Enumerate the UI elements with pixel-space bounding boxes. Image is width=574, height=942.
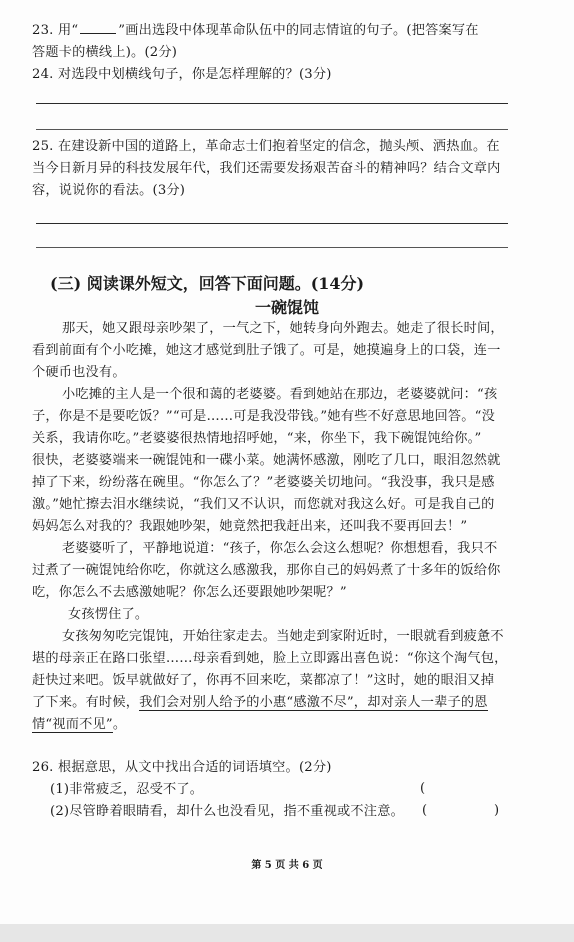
story-line (32, 692, 544, 714)
story-line: 赶快过来吧。饭早就做好了，你再不回来吃，菜都凉了！”这时，她的眼泪又掉 (32, 673, 495, 688)
q23-line-2: 答题卡的横线上)。(2分) (32, 45, 178, 60)
story-line: 女孩愣住了。 (68, 607, 149, 622)
answer-line (36, 103, 508, 104)
q23-prefix: 23. 用“ (32, 23, 79, 38)
q25-line-3: 容，说说你的看法。(3分) (32, 183, 186, 198)
answer-line (36, 223, 508, 224)
story-line: 个硬币也没有。 (32, 365, 126, 380)
q26-stem: 26. 根据意思，从文中找出合适的词语填空。(2分) (32, 760, 332, 775)
q25-line-2: 当今日新月异的科技发展年代，我们还需要发扬艰苦奋斗的精神吗？结合文章内 (32, 161, 501, 176)
story-line: 女孩匆匆吃完馄饨，开始往家走去。当她走到家附近时，一眼就看到疲惫不 (62, 629, 504, 644)
q26-item-2: (2)尽管睁着眼睛看，却什么也没看见，指不重视或不注意。 (50, 804, 404, 819)
story-line: 关系，我请你吃。”老婆婆很热情地招呼她，“来，你坐下，我下碗馄饨给你。” (32, 431, 482, 446)
underlined-sentence: 情“视而不见” (32, 717, 113, 732)
answer-line (36, 129, 508, 130)
story-line (32, 714, 544, 736)
story-text: 。 (112, 717, 127, 732)
q25-line-1: 25. 在建设新中国的道路上，革命志士们抱着坚定的信念，抛头颅、洒热血。在 (32, 139, 500, 154)
answer-bracket-open: ( (420, 781, 426, 796)
q23-text: ”画出选段中体现革命队伍中的同志情谊的句子。(把答案写在 (118, 23, 479, 38)
section-heading: (三) 阅读课外短文，回答下面问题。(14分) (50, 274, 365, 293)
story-line: 很快，老婆婆端来一碗馄饨和一碟小菜。她满怀感激，刚吃了几口，眼泪忽然就 (32, 453, 501, 468)
story-line: 吃，你怎么不去感激她呢？你怎么还要跟她吵架呢？” (32, 585, 347, 600)
answer-bracket-open: ( (422, 803, 428, 818)
underlined-sentence: 我们会对别人给予的小惠“感激不尽”，却对亲人一辈子的恩 (139, 695, 488, 710)
story-line: 子，你是不是要吃饭？”“可是……可是我没带钱。”她有些不好意思地回答。“没 (32, 409, 495, 424)
answer-bracket-close: ) (494, 803, 500, 818)
story-line: 那天，她又跟母亲吵架了，一气之下，她转身向外跑去。她走了很长时间， (62, 321, 504, 336)
bottom-strip (0, 924, 574, 942)
story-line: 妈妈怎么对我的？我跟她吵架，她竟然把我赶出来，还叫我不要再回去！” (32, 519, 468, 534)
story-line: 掉了下来，纷纷落在碗里。“你怎么了？”老婆婆关切地问。“我没事，我只是感 (32, 475, 495, 490)
answer-line (36, 247, 508, 248)
q24-text: 24. 对选段中划横线句子，你是怎样理解的？(3分) (32, 67, 332, 82)
q26-item-1: (1)非常疲乏，忍受不了。 (50, 782, 204, 797)
story-title: 一碗馄饨 (254, 298, 319, 317)
story-line: 堪的母亲正在路口张望……母亲看到她，脸上立即露出喜色说：“你这个淘气包， (32, 651, 508, 666)
story-line: 激。”她忙擦去泪水继续说，“我们又不认识，而您就对我这么好。可是我自己的 (32, 497, 495, 512)
q23-line-1 (32, 20, 544, 42)
story-line: 过煮了一碗馄饨给你吃，你就这么感激我，那你自己的妈妈煮了十多年的饭给你 (32, 563, 501, 578)
story-line: 看到前面有个小吃摊，她这才感觉到肚子饿了。可是，她摸遍身上的口袋，连一 (32, 343, 501, 358)
story-line: 小吃摊的主人是一个很和蔼的老婆婆。看到她站在那边，老婆婆就问：“孩 (62, 387, 498, 402)
q23-blank (80, 21, 116, 34)
story-text: 了下来。有时候， (32, 695, 140, 710)
story-line: 老婆婆听了，平静地说道：“孩子，你怎么会这么想呢？你想想看，我只不 (62, 541, 498, 556)
page-footer: 第 5 页 共 6 页 (251, 860, 323, 871)
